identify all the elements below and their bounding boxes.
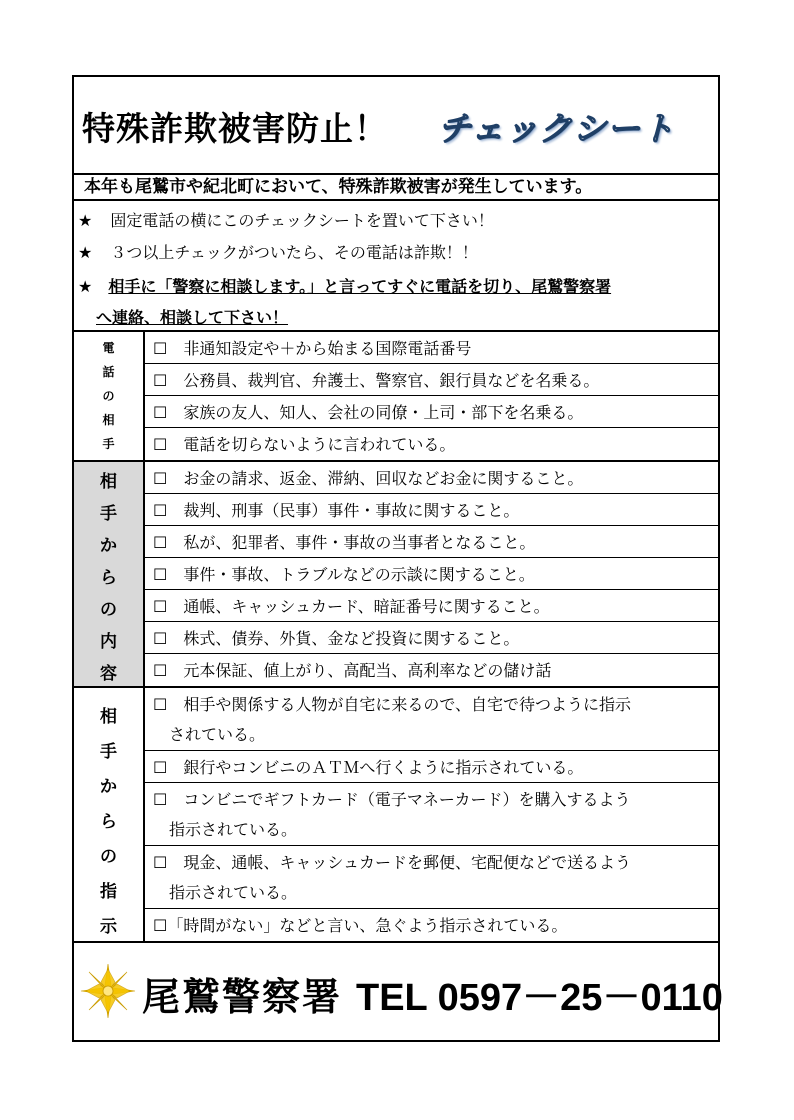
checkbox-icon[interactable]: ☐ — [153, 758, 168, 777]
title-row — [74, 77, 718, 175]
check-item[interactable]: ☐ 非通知設定や＋から始まる国際電話番号 — [145, 332, 718, 364]
checkbox-icon[interactable]: ☐ — [153, 853, 168, 872]
checkbox-icon[interactable]: ☐ — [153, 435, 168, 454]
section-label-content: 相 手 か ら の 内 容 — [74, 462, 145, 686]
checkbox-icon[interactable]: ☐ — [153, 403, 168, 422]
instruction-line-1 — [78, 208, 494, 231]
instruction-text-3b: へ連絡、相談して下さい！ — [96, 308, 289, 327]
check-item[interactable]: ☐ 電話を切らないように言われている。 — [153, 435, 456, 454]
check-item[interactable]: ☐ 公務員、裁判官、弁護士、警察官、銀行員などを名乗る。 — [145, 364, 718, 396]
checkbox-icon[interactable]: ☐ — [153, 339, 168, 358]
checkbox-icon[interactable]: ☐ — [153, 629, 168, 648]
station-phone[interactable]: TEL 0597－25－0110 — [356, 977, 723, 1019]
notice-banner: 本年も尾鷲市や紀北町において、特殊詐欺被害が発生しています。 — [74, 175, 718, 201]
check-sheet-frame — [72, 75, 723, 1042]
check-item[interactable]: ☐ 現金、通帳、キャッシュカードを郵便、宅配便などで送るよう 指示されている。 — [145, 846, 718, 909]
star-icon: ★ — [78, 243, 93, 262]
check-item[interactable]: ☐ 相手や関係する人物が自宅に来るので、自宅で待つように指示 されている。 — [145, 688, 718, 751]
check-item[interactable]: ☐ 元本保証、値上がり、高配当、高利率などの儲け話 — [153, 661, 552, 680]
checkbox-icon[interactable]: ☐ — [153, 597, 168, 616]
check-item[interactable]: ☐ 裁判、刑事（民事）事件・事故に関すること。 — [145, 494, 718, 526]
star-icon: ★ — [78, 277, 93, 296]
checkbox-icon[interactable]: ☐ — [153, 790, 168, 809]
check-item[interactable]: ☐ 事件・事故、トラブルなどの示談に関すること。 — [145, 558, 718, 590]
checkbox-icon[interactable]: ☐ — [153, 533, 168, 552]
check-item[interactable]: ☐ コンビニでギフトカード（電子マネーカード）を購入するよう 指示されている。 — [145, 783, 718, 846]
instruction-text-2: ３つ以上チェックがついたら、その電話は詐欺！！ — [110, 243, 478, 262]
footer-contact — [74, 941, 723, 1042]
section-label-caller: 電 話 の 相 手 — [74, 332, 145, 460]
checkbox-icon[interactable]: ☐ — [153, 469, 168, 488]
check-item[interactable]: ☐ 通帳、キャッシュカード、暗証番号に関すること。 — [145, 590, 718, 622]
checkbox-icon[interactable]: ☐ — [153, 695, 168, 714]
check-item[interactable]: ☐ 株式、債券、外貨、金など投資に関すること。 — [145, 622, 718, 654]
check-item[interactable]: ☐「時間がない」などと言い、急ぐよう指示されている。 — [153, 916, 568, 935]
checkbox-icon[interactable]: ☐ — [153, 661, 168, 680]
police-emblem-icon — [80, 963, 136, 1019]
instruction-line-2 — [78, 240, 478, 263]
instruction-text-3a: 相手に「警察に相談します。」と言ってすぐに電話を切り、尾鷲警察署 — [108, 277, 612, 296]
page-title: 特殊詐欺被害防止！ — [82, 109, 388, 148]
instruction-text-1: 固定電話の横にこのチェックシートを置いて下さい！ — [110, 211, 494, 230]
checkbox-icon[interactable]: ☐ — [153, 916, 168, 935]
section-label-instruction: 相 手 か ら の 指 示 — [74, 688, 145, 941]
page-subtitle: チェックシート — [438, 109, 676, 148]
checkbox-icon[interactable]: ☐ — [153, 501, 168, 520]
instruction-line-3 — [78, 274, 611, 297]
checkbox-icon[interactable]: ☐ — [153, 565, 168, 584]
check-item[interactable]: ☐ お金の請求、返金、滞納、回収などお金に関すること。 — [145, 462, 718, 494]
star-icon: ★ — [78, 211, 93, 230]
station-name: 尾鷲警察署 — [142, 975, 343, 1019]
check-item[interactable]: ☐ 家族の友人、知人、会社の同僚・上司・部下を名乗る。 — [145, 396, 718, 428]
check-item[interactable]: ☐ 銀行やコンビニのＡＴＭへ行くように指示されている。 — [145, 751, 718, 783]
check-item[interactable]: ☐ 私が、犯罪者、事件・事故の当事者となること。 — [145, 526, 718, 558]
checkbox-icon[interactable]: ☐ — [153, 371, 168, 390]
